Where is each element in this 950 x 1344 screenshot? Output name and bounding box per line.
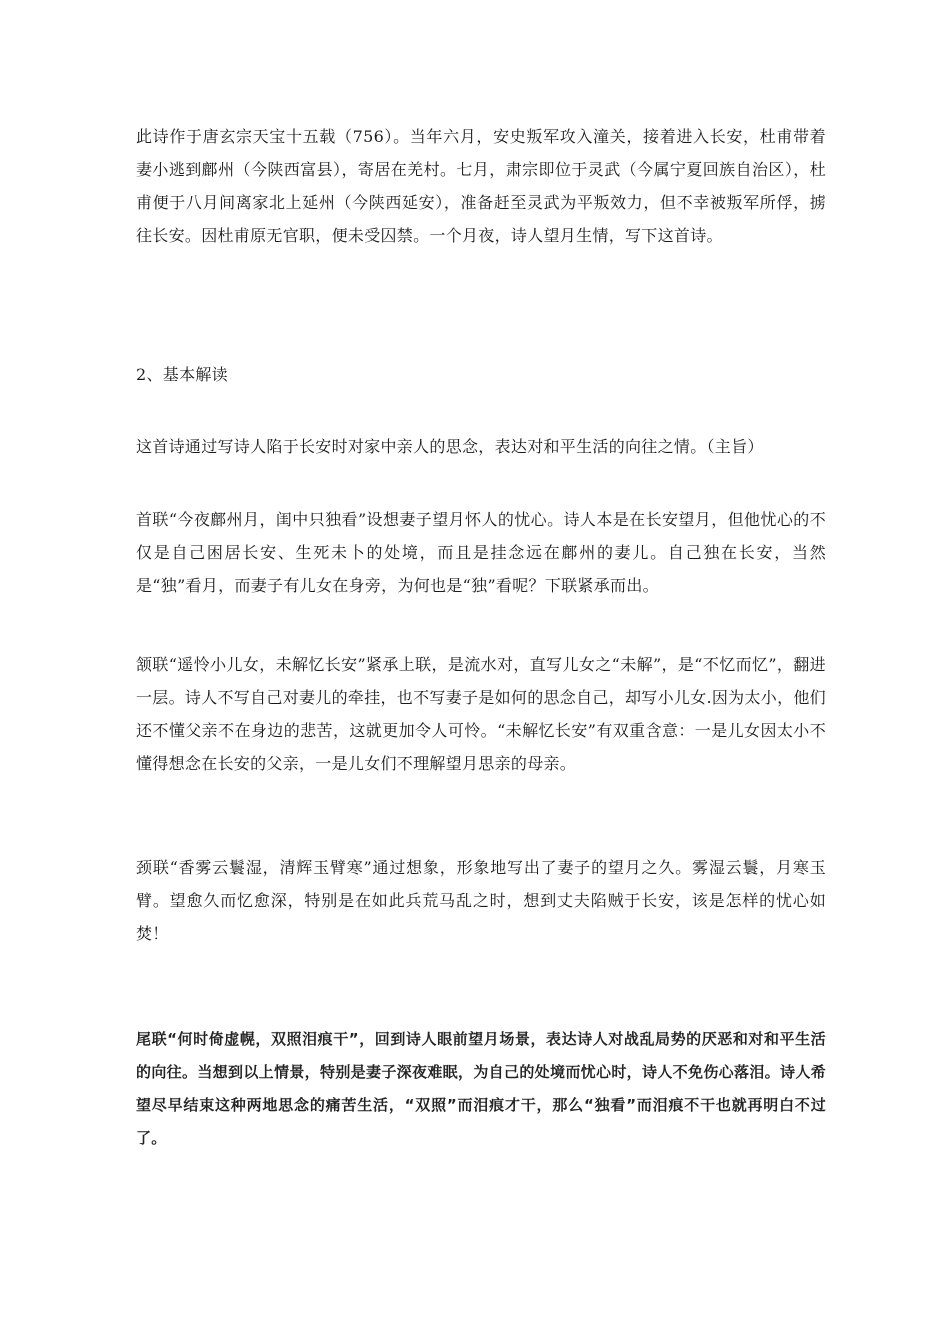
paragraph-theme: 这首诗通过写诗人陷于长安时对家中亲人的思念，表达对和平生活的向往之情。（主旨） xyxy=(136,437,764,456)
paragraph-final-couplet: 尾联“何时倚虚幌，双照泪痕干”，回到诗人眼前望月场景，表达诗人对战乱局势的厌恶和对和平生活的向往。当想到以上情景，特别是妻子深夜难眠，为自己的处境而忧心时，诗人不免伤心落泪。诗人希望尽早结束这种两地思念的痛苦生活，“双照”而泪痕才干，那么“独看”而泪痕不干也就再明白不过了。 xyxy=(136,1030,826,1147)
paragraph-first-couplet: 首联“今夜鄜州月，闺中只独看”设想妻子望月怀人的忧心。诗人本是在长安望月，但他忧心的不仅是自己困居长安、生死未卜的处境，而且是挂念远在鄜州的妻儿。自己独在长安，当然是“独”看月，而妻子有儿女在身旁，为何也是“独”看呢？下联紧承而出。 xyxy=(136,510,826,595)
section-heading-basic-reading: 2、基本解读 xyxy=(136,365,228,384)
paragraph-background: 此诗作于唐玄宗天宝十五载（756）。当年六月，安史叛军攻入潼关，接着进入长安，杜甫带着妻小逃到鄜州（今陕西富县），寄居在羌村。七月，肃宗即位于灵武（今属宁夏回族自治区），杜甫便于八月间离家北上延州（今陕西延安），准备赶至灵武为平叛效力，但不幸被叛军所俘，掳往长安。因杜甫原无官职，便未受囚禁。一个月夜，诗人望月生情，写下这首诗。 xyxy=(136,127,826,245)
paragraph-third-couplet: 颈联“香雾云鬟湿，清辉玉臂寒”通过想象，形象地写出了妻子的望月之久。雾湿云鬟，月寒玉臂。望愈久而忆愈深，特别是在如此兵荒马乱之时，想到丈夫陷贼于长安，该是怎样的忧心如焚！ xyxy=(136,858,826,943)
paragraph-second-couplet: 颔联“遥怜小儿女，未解忆长安”紧承上联，是流水对，直写儿女之“未解”，是“不忆而忆”，翻进一层。诗人不写自己对妻儿的牵挂，也不写妻子是如何的思念自己，却写小儿女.因为太小，他们还不懂父亲不在身边的悲苦，这就更加令人可怜。“未解忆长安”有双重含意：一是儿女因太小不懂得想念在长安的父亲，一是儿女们不理解望月思亲的母亲。 xyxy=(136,655,826,773)
